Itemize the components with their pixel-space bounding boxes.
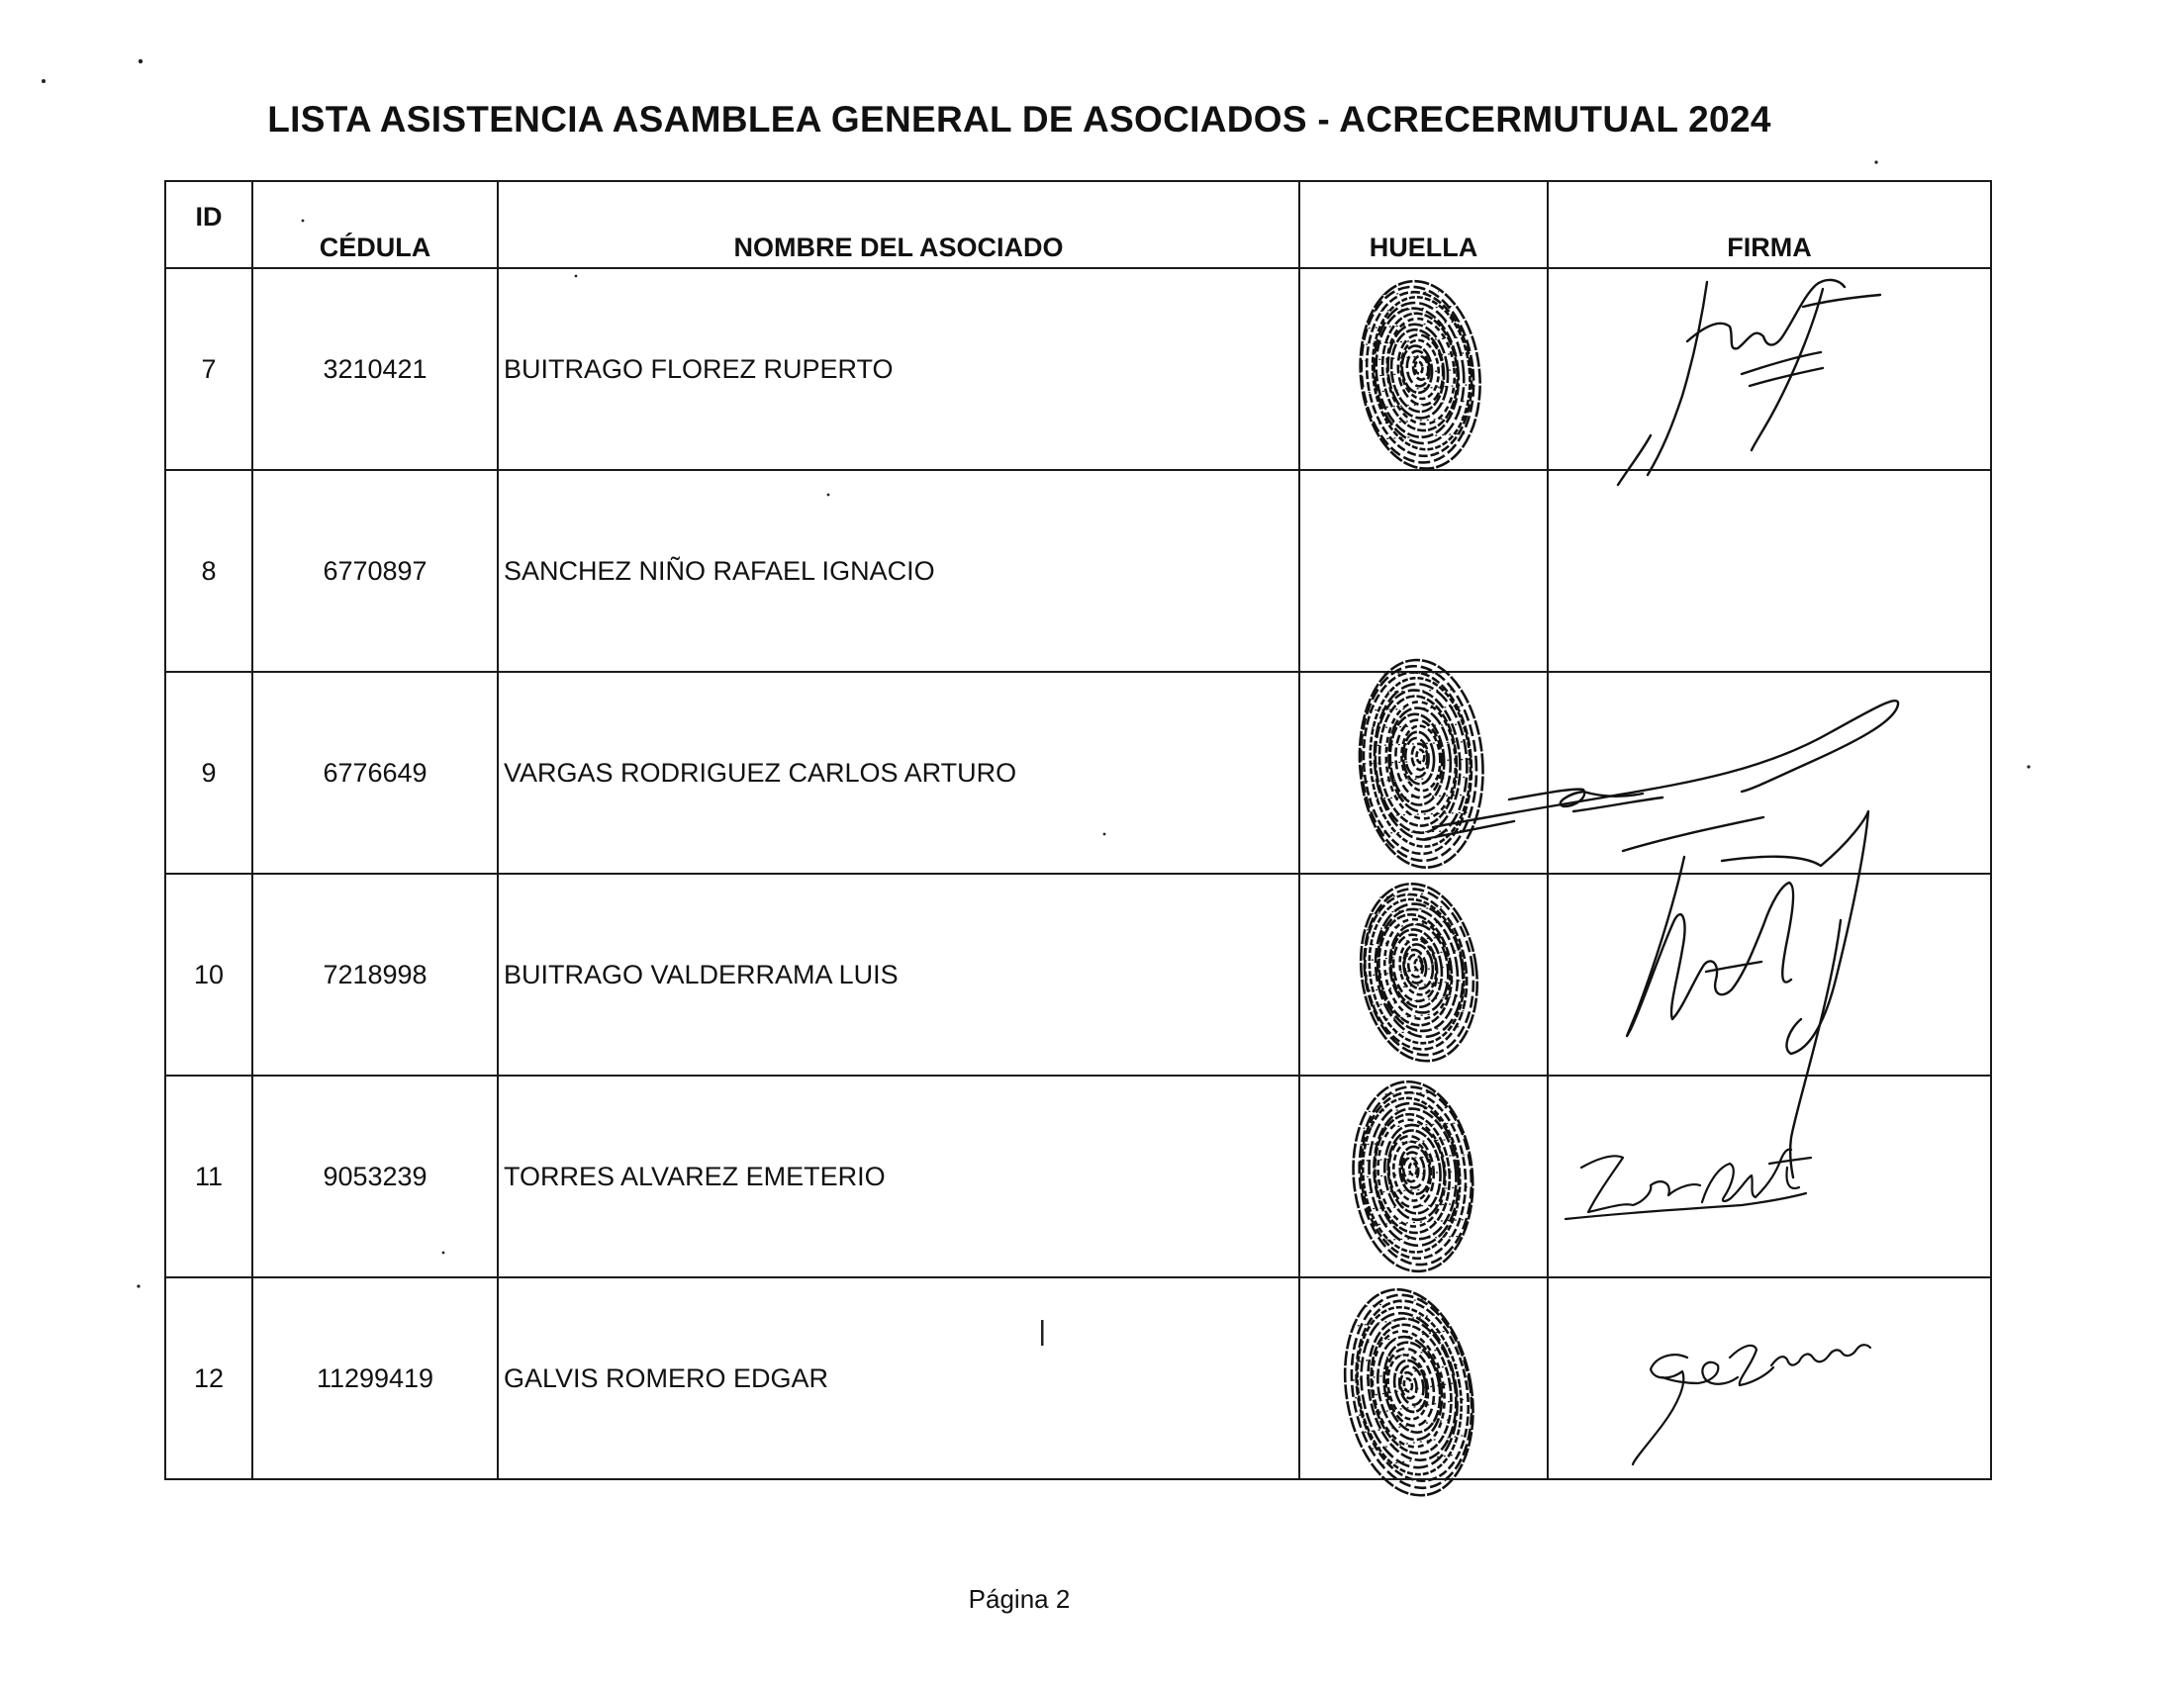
row-firma <box>1548 1076 1991 1277</box>
row-nombre: SANCHEZ NIÑO RAFAEL IGNACIO <box>498 470 1299 672</box>
row-nombre: VARGAS RODRIGUEZ CARLOS ARTURO <box>498 672 1299 874</box>
header-id: ID <box>165 181 252 268</box>
row-nombre: BUITRAGO VALDERRAMA LUIS <box>498 874 1299 1076</box>
row-id: 7 <box>165 268 252 470</box>
row-cedula: 9053239 <box>252 1076 498 1277</box>
header-huella: HUELLA <box>1299 181 1548 268</box>
row-id: 9 <box>165 672 252 874</box>
table-row <box>165 1076 1991 1277</box>
table-row <box>165 470 1991 672</box>
header-nombre: NOMBRE DEL ASOCIADO <box>498 181 1299 268</box>
header-cedula: CÉDULA <box>252 181 498 268</box>
table-header-row <box>165 181 1991 268</box>
row-nombre: GALVIS ROMERO EDGAR <box>498 1277 1299 1479</box>
row-id: 11 <box>165 1076 252 1277</box>
row-id: 12 <box>165 1277 252 1479</box>
header-firma: FIRMA <box>1548 181 1991 268</box>
row-firma <box>1548 1277 1991 1479</box>
row-cedula: 6776649 <box>252 672 498 874</box>
table-row <box>165 874 1991 1076</box>
row-huella <box>1299 1076 1548 1277</box>
row-cedula: 6770897 <box>252 470 498 672</box>
document-title: LISTA ASISTENCIA ASAMBLEA GENERAL DE ASOCIADOS - ACRECERMUTUAL 2024 <box>267 99 1771 140</box>
table-row <box>165 672 1991 874</box>
row-nombre: TORRES ALVAREZ EMETERIO <box>498 1076 1299 1277</box>
row-huella <box>1299 1277 1548 1479</box>
row-huella <box>1299 874 1548 1076</box>
row-id: 10 <box>165 874 252 1076</box>
attendance-table <box>164 180 1992 1480</box>
row-firma <box>1548 874 1991 1076</box>
row-cedula: 7218998 <box>252 874 498 1076</box>
row-firma <box>1548 268 1991 470</box>
page-number: Página 2 <box>968 1584 1071 1614</box>
row-huella <box>1299 672 1548 874</box>
row-firma <box>1548 470 1991 672</box>
row-nombre: BUITRAGO FLOREZ RUPERTO <box>498 268 1299 470</box>
row-firma <box>1548 672 1991 874</box>
row-huella <box>1299 268 1548 470</box>
row-id: 8 <box>165 470 252 672</box>
table-row <box>165 268 1991 470</box>
row-cedula: 3210421 <box>252 268 498 470</box>
table-row <box>165 1277 1991 1479</box>
row-huella <box>1299 470 1548 672</box>
row-cedula: 11299419 <box>252 1277 498 1479</box>
